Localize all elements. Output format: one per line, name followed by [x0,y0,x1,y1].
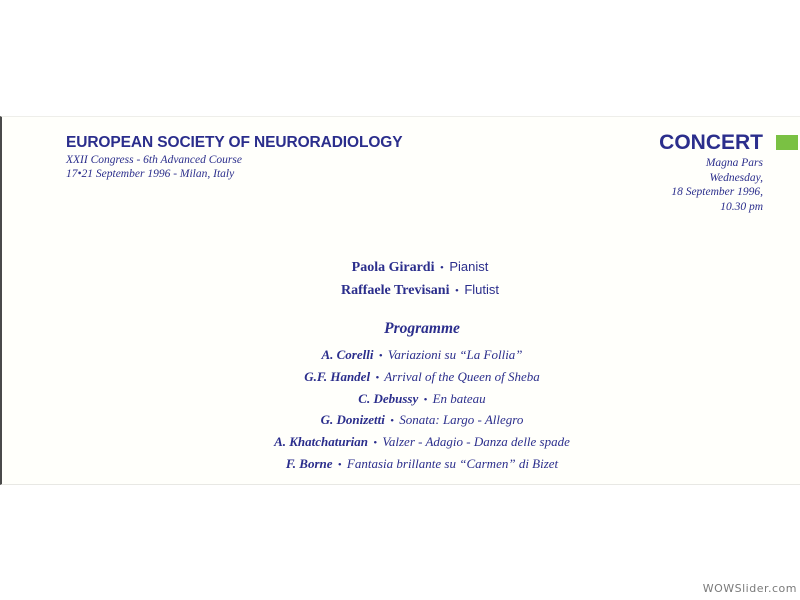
composer-name: G. Donizetti [320,412,385,428]
composer-name: C. Debussy [358,390,419,406]
work-title: Fantasia brillante su “Carmen” di Bizet [346,455,559,471]
programme-list [0,345,800,476]
bullet-separator: • [439,262,444,274]
programme-item [0,454,800,476]
composer-name: A. Corelli [321,347,374,362]
work-title: Sonata: Largo - Allegro [399,412,524,428]
programme-item [0,389,800,411]
event-date: 18 September 1996, [671,186,763,198]
performer-role: Flutist [464,282,500,297]
bullet-separator: • [454,285,459,297]
society-header [66,133,403,181]
performer-name: Paola Girardi [351,260,435,275]
bullet-separator: • [375,371,380,384]
programme-item [0,367,800,389]
event-time: 10.30 pm [720,200,763,213]
work-title: En bateau [432,390,486,406]
programme-item [0,432,800,454]
composer-name: A. Khatchaturian [274,434,369,450]
programme-title: Programme [384,320,460,337]
performer-row [0,279,800,302]
bullet-separator: • [373,437,378,450]
programme-item [0,410,800,432]
work-title: Arrival of the Queen of Sheba [384,368,540,384]
dates-location-line: 17•21 September 1996 - Milan, Italy [66,168,235,180]
event-venue: Magna Pars [705,157,763,169]
congress-line: XXII Congress - 6th Advanced Course [66,154,242,166]
event-header [659,130,763,214]
bullet-separator: • [390,415,395,428]
composer-name: G.F. Handel [304,368,371,384]
accent-tab [776,135,798,150]
bullet-separator: • [423,393,428,406]
event-weekday: Wednesday, [709,171,763,184]
performer-name: Raffaele Trevisani [340,283,450,298]
society-name: EUROPEAN SOCIETY OF NEURORADIOLOGY [66,134,403,151]
event-title: CONCERT [659,131,763,154]
performers-list [0,256,800,302]
watermark-link[interactable]: WOWSlider.com [702,582,797,595]
bullet-separator: • [337,458,342,471]
performer-row [0,256,800,279]
performer-role: Pianist [449,259,489,274]
composer-name: F. Borne [285,455,333,471]
bullet-separator: • [378,350,383,362]
work-title: Valzer - Adagio - Danza delle spade [382,434,570,450]
work-title: Variazioni su “La Follia” [387,347,523,362]
programme-item [0,345,800,367]
